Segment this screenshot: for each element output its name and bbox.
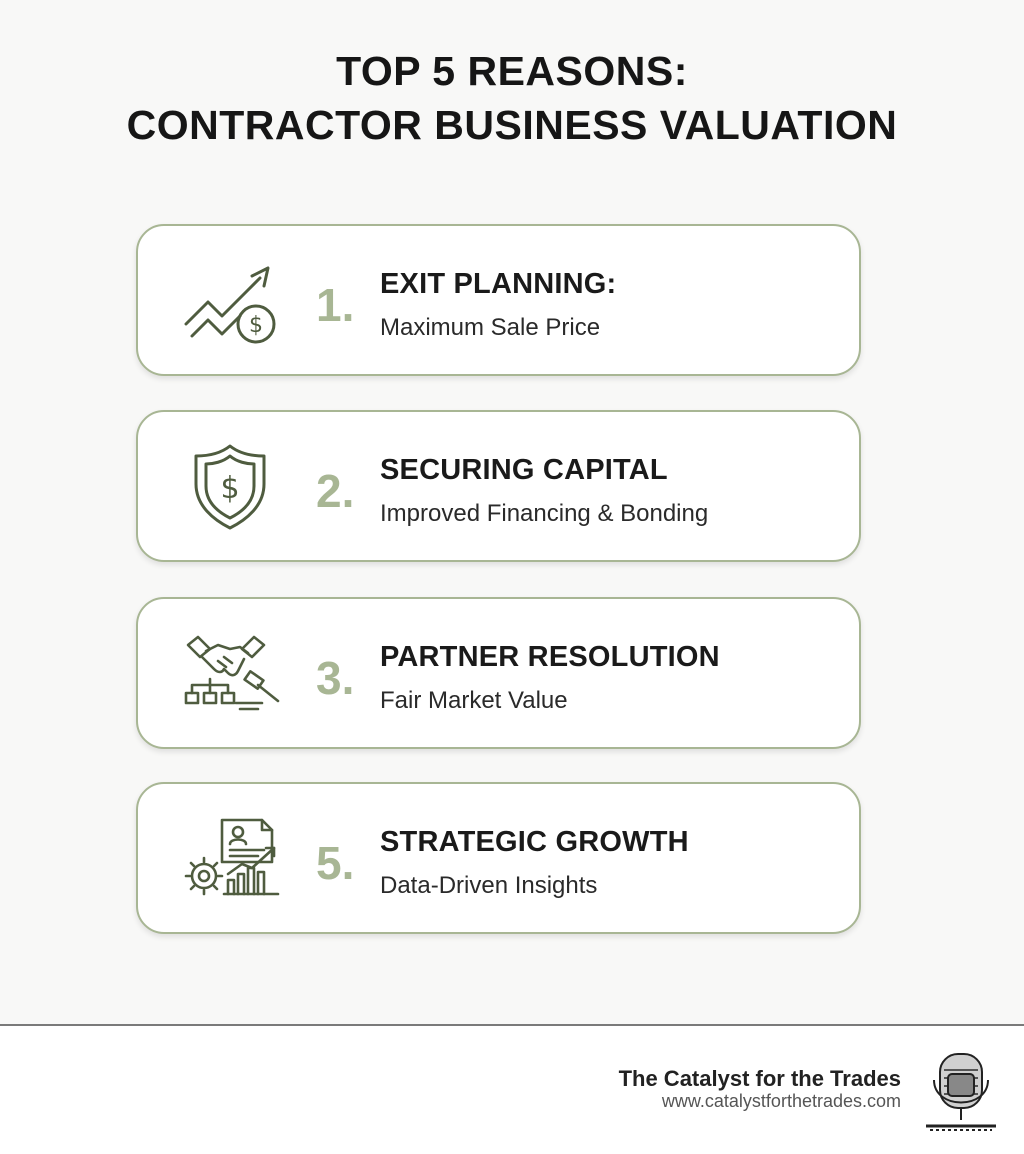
reason-number: 2. — [316, 465, 355, 517]
reason-subtitle: Data-Driven Insights — [380, 872, 598, 899]
reason-card-securing-capital — [136, 410, 861, 562]
reason-heading: STRATEGIC GROWTH — [380, 826, 689, 858]
title-line-1: TOP 5 REASONS: — [336, 48, 688, 94]
page-title — [0, 44, 1024, 152]
svg-text:$: $ — [220, 471, 240, 506]
reason-subtitle: Improved Financing & Bonding — [380, 500, 709, 527]
brand-name: The Catalyst for the Trades — [618, 1066, 901, 1091]
reason-subtitle: Fair Market Value — [380, 687, 568, 714]
reason-number: 1. — [316, 279, 355, 331]
footer — [0, 1026, 1024, 1154]
reason-card-exit-planning — [136, 224, 861, 376]
handshake-gavel-icon — [178, 627, 288, 719]
reason-card-strategic-growth — [136, 782, 861, 934]
reason-heading: PARTNER RESOLUTION — [380, 641, 720, 673]
reason-card-partner-resolution — [136, 597, 861, 749]
reason-number: 3. — [316, 652, 355, 704]
shield-dollar-icon — [178, 440, 288, 532]
brand-url[interactable]: www.catalystforthetrades.com — [661, 1091, 901, 1111]
svg-text:$: $ — [249, 313, 263, 338]
growth-chart-dollar-icon — [178, 254, 288, 346]
reason-number: 5. — [316, 837, 355, 889]
reason-heading: SECURING CAPITAL — [380, 454, 668, 486]
reason-heading: EXIT PLANNING: — [380, 268, 617, 300]
document-gear-chart-icon — [178, 812, 288, 904]
reason-subtitle: Maximum Sale Price — [380, 314, 601, 341]
microphone-logo-icon — [920, 1050, 1002, 1132]
title-line-2: CONTRACTOR BUSINESS VALUATION — [126, 102, 898, 148]
